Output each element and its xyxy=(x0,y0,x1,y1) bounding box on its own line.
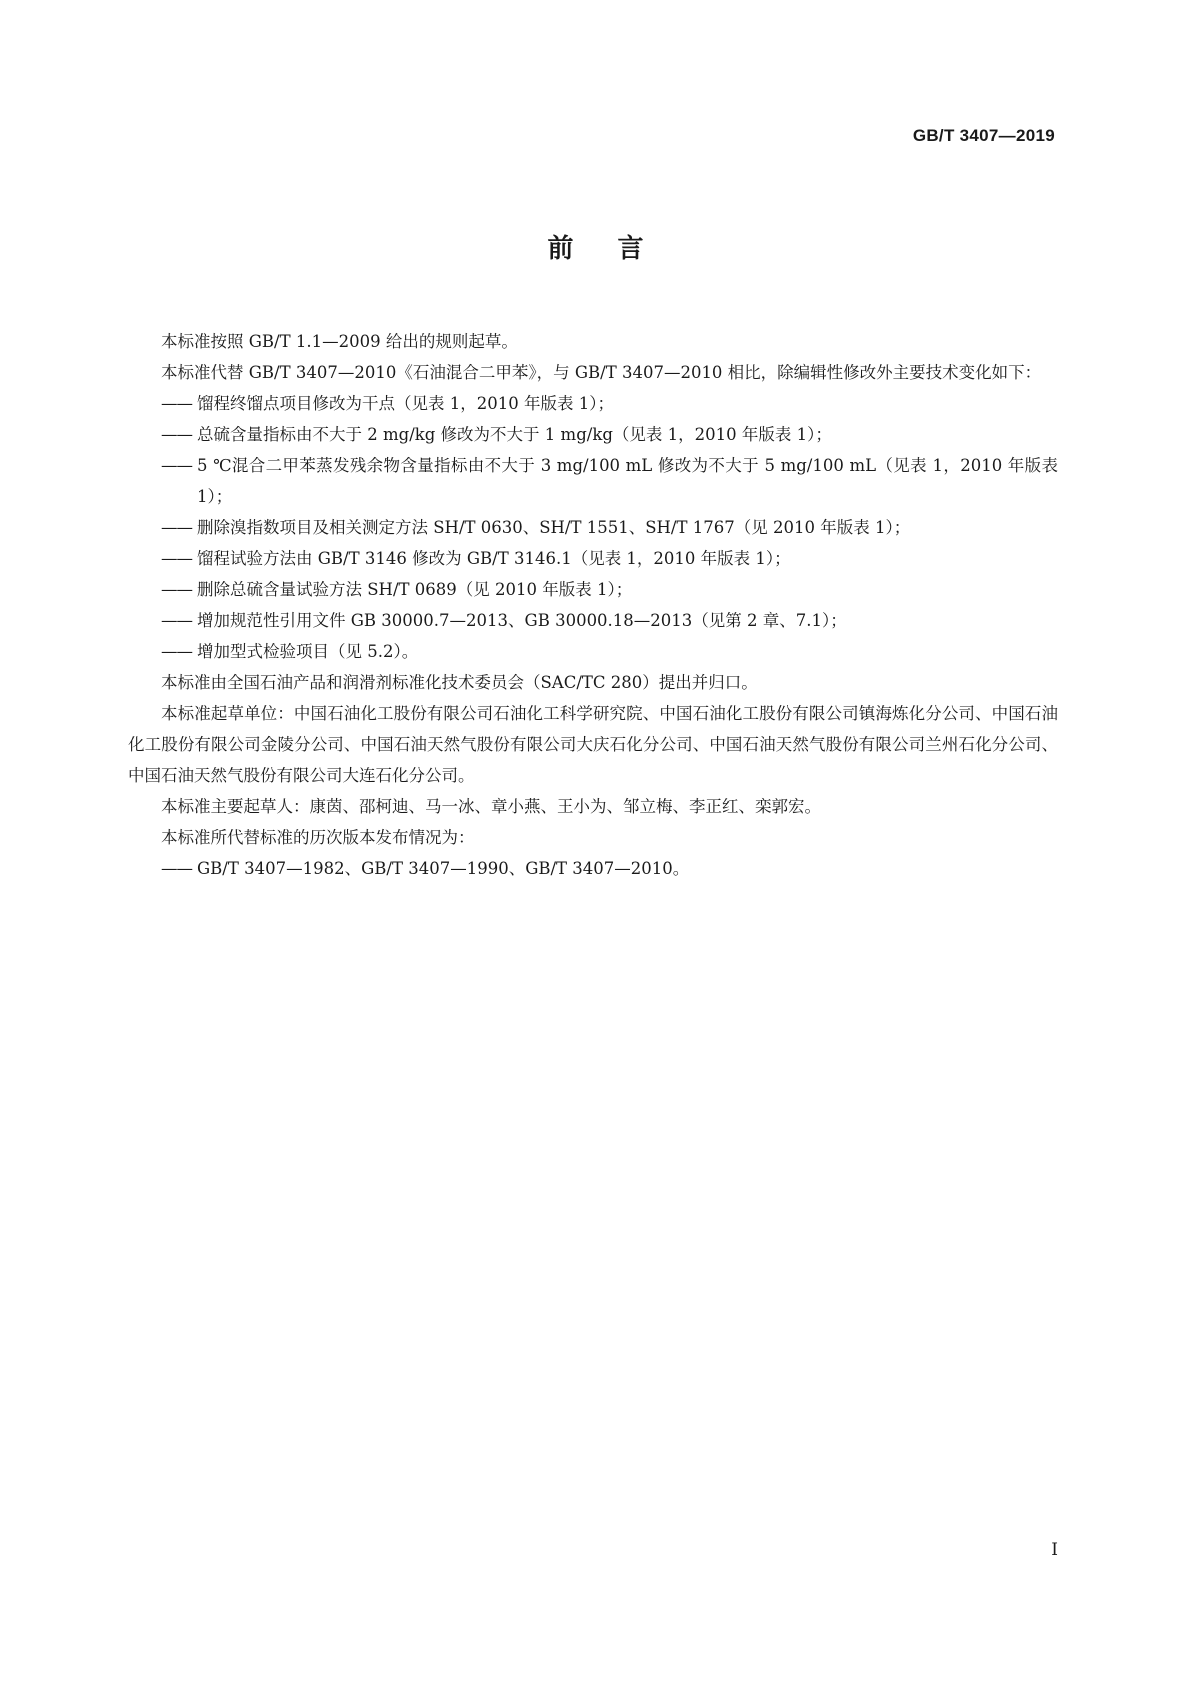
list-item-text: 馏程试验方法由 GB/T 3146 修改为 GB/T 3146.1（见表 1，2010 年版表 1）； xyxy=(197,549,791,568)
list-item xyxy=(128,450,1058,512)
em-dash: —— xyxy=(161,394,192,413)
foreword-body xyxy=(128,326,1058,884)
drafting-units-paragraph: 本标准起草单位：中国石油化工股份有限公司石油化工科学研究院、中国石油化工股份有限公司镇海炼化分公司、中国石油化工股份有限公司金陵分公司、中国石油天然气股份有限公司大庆石化分公司、中国石油天然气股份有限公司兰州石化分公司、中国石油天然气股份有限公司大连石化分公司。 xyxy=(128,704,1058,785)
drafters-paragraph: 本标准主要起草人：康茵、邵柯迪、马一冰、章小燕、王小为、邹立梅、李正红、栾郭宏。 xyxy=(161,797,821,816)
list-item xyxy=(128,388,1058,419)
em-dash: —— xyxy=(161,611,192,630)
list-item-text: 删除总硫含量试验方法 SH/T 0689（见 2010 年版表 1）； xyxy=(197,580,633,599)
em-dash: —— xyxy=(161,456,192,475)
page-number: I xyxy=(1051,1540,1058,1560)
list-item xyxy=(128,512,1058,543)
em-dash: —— xyxy=(161,580,192,599)
em-dash: —— xyxy=(161,518,192,537)
replacement-paragraph: 本标准代替 GB/T 3407—2010《石油混合二甲苯》，与 GB/T 3407—2010 相比，除编辑性修改外主要技术变化如下： xyxy=(161,363,1042,382)
em-dash: —— xyxy=(161,642,192,661)
history-list xyxy=(128,853,1058,884)
list-item-text: 馏程终馏点项目修改为干点（见表 1，2010 年版表 1）； xyxy=(197,394,614,413)
em-dash: —— xyxy=(161,425,192,444)
drafting-rules-paragraph: 本标准按照 GB/T 1.1—2009 给出的规则起草。 xyxy=(161,332,518,351)
list-item xyxy=(128,605,1058,636)
history-intro-paragraph: 本标准所代替标准的历次版本发布情况为： xyxy=(161,828,475,847)
committee-paragraph: 本标准由全国石油产品和润滑剂标准化技术委员会（SAC/TC 280）提出并归口。 xyxy=(161,673,758,692)
page-title: 前言 xyxy=(547,234,688,264)
changes-list xyxy=(128,388,1058,667)
list-item-text: 5 ℃混合二甲苯蒸发残余物含量指标由不大于 3 mg/100 mL 修改为不大于 5 mg/100 mL（见表 1，2010 年版表 1）； xyxy=(197,456,1058,506)
em-dash: —— xyxy=(161,859,192,878)
list-item-text: 增加型式检验项目（见 5.2）。 xyxy=(197,642,419,661)
list-item-text: 删除溴指数项目及相关测定方法 SH/T 0630、SH/T 1551、SH/T 1767（见 2010 年版表 1）； xyxy=(197,518,911,537)
list-item-text: GB/T 3407—1982、GB/T 3407—1990、GB/T 3407—2010。 xyxy=(197,859,690,878)
standard-number: GB/T 3407—2019 xyxy=(912,126,1055,145)
list-item xyxy=(128,543,1058,574)
em-dash: —— xyxy=(161,549,192,568)
list-item-text: 总硫含量指标由不大于 2 mg/kg 修改为不大于 1 mg/kg（见表 1，2010 年版表 1）； xyxy=(197,425,832,444)
list-item xyxy=(128,853,1058,884)
list-item xyxy=(128,574,1058,605)
list-item xyxy=(128,636,1058,667)
list-item xyxy=(128,419,1058,450)
list-item-text: 增加规范性引用文件 GB 30000.7—2013、GB 30000.18—2013（见第 2 章、7.1）； xyxy=(197,611,847,630)
